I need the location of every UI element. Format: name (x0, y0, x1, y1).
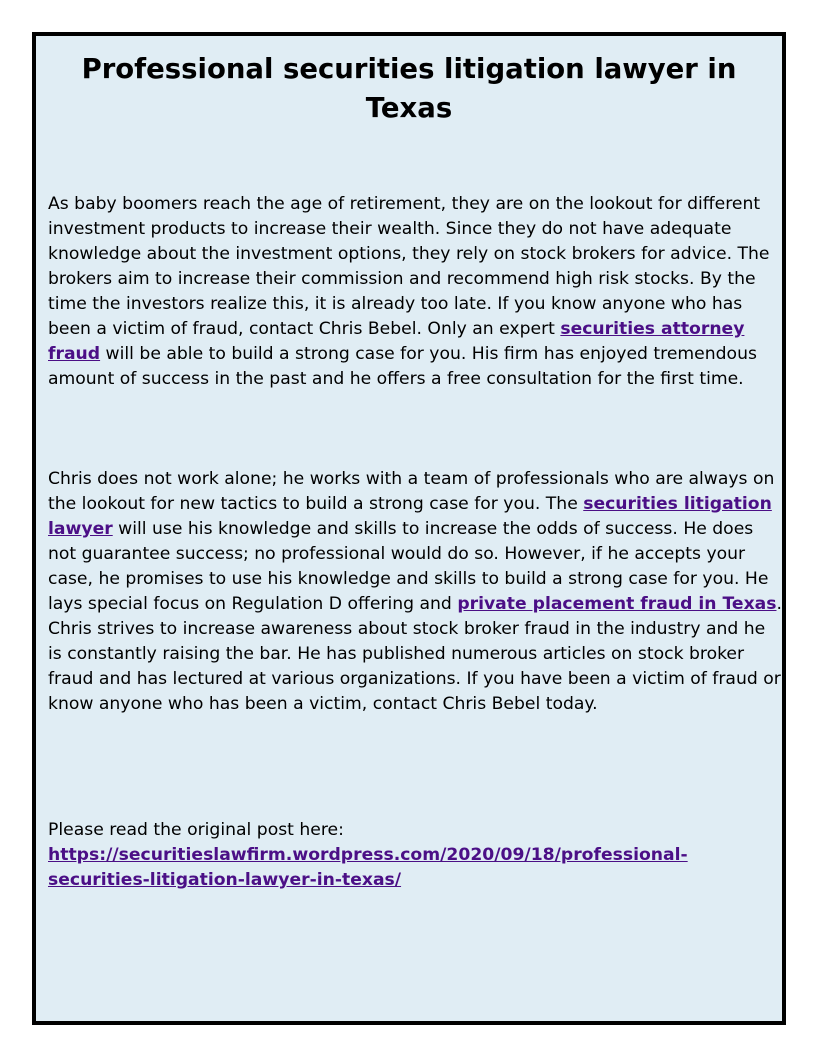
paragraph-1 (48, 192, 783, 392)
original-post-url-link[interactable]: https://securitieslawfirm.wordpress.com/2020/09/18/professional-securities-litigation-lawyer-in-texas/ (48, 845, 688, 890)
paragraph-2 (48, 467, 783, 717)
original-post-intro: Please read the original post here: (48, 820, 344, 840)
paragraph-2-text-after: . Chris strives to increase awareness about stock broker fraud in the industry and he is constantly raising the bar. He has published numerous articles on stock broker fraud and has lectured at various organizations. If you have been a victim of fraud or know anyone who has been a victim, contact Chris Bebel today. (48, 594, 782, 714)
paragraph-2-text-middle: will use his knowledge and skills to increase the odds of success. He does not guarantee success; no professional would do so. However, if he accepts your case, he promises to use his knowledge and skills to build a strong case for you. He lays special focus on Regulation D offering and (48, 519, 769, 614)
private-placement-fraud-link[interactable]: private placement fraud in Texas (457, 594, 777, 614)
paragraph-1-text-before: As baby boomers reach the age of retirement, they are on the lookout for different investment products to increase their wealth. Since they do not have adequate knowledge about the investment options, they rely on stock brokers for advice. The brokers aim to increase their commission and recommend high risk stocks. By the time the investors realize this, it is already too late. If you know anyone who has been a victim of fraud, contact Chris Bebel. Only an expert (48, 194, 770, 339)
document-frame (32, 32, 786, 1025)
paragraph-1-text-after: will be able to build a strong case for you. His firm has enjoyed tremendous amount of success in the past and he offers a free consultation for the first time. (48, 344, 757, 389)
paragraph-3 (48, 818, 783, 893)
paragraph-2-text-before: Chris does not work alone; he works with a team of professionals who are always on the lookout for new tactics to build a strong case for you. The (48, 469, 775, 514)
page-title: Professional securities litigation lawyer in Texas (81, 53, 737, 124)
securities-attorney-fraud-link[interactable]: securities attorney fraud (48, 319, 745, 364)
securities-litigation-lawyer-link[interactable]: securities litigation lawyer (48, 494, 772, 539)
